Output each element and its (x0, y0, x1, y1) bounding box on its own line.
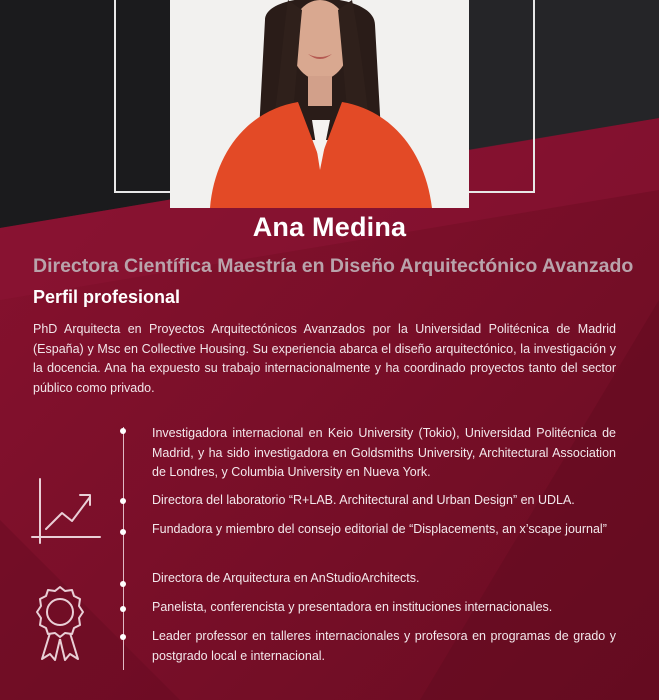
job-title: Directora Científica Maestría en Diseño Arquitectónico Avanzado (33, 255, 634, 277)
list-item: Directora de Arquitectura en AnStudioArchitects. (152, 571, 420, 585)
profile-photo (170, 0, 469, 208)
person-name: Ana Medina (252, 212, 407, 242)
timeline-dot (120, 529, 126, 535)
list-item: Investigadora internacional en Keio University (Tokio), Universidad Politécnica de Madrid, y ha sido investigadora en Goldsmiths University, Architectural Association de Londres, y Columbia University en Nueva York. (152, 426, 616, 479)
profile-summary: PhD Arquitecta en Proyectos Arquitectónicos Avanzados por la Universidad Politécnica de Madrid (España) y Msc en Collective Housing. Su experiencia abarca el diseño arquitectónico, la investigación y la docencia. Ana ha expuesto su trabajo internacionalmente y ha coordinado proyectos tanto del sector público como privado. (33, 322, 616, 395)
timeline-dot (120, 634, 126, 640)
list-item: Fundadora y miembro del consejo editorial de “Displacements, an x’scape journal” (152, 522, 607, 536)
award-ribbon-icon (30, 583, 90, 663)
timeline-dot (120, 581, 126, 587)
portrait-illustration (170, 0, 469, 208)
timeline-dot (120, 428, 126, 434)
list-item: Leader professor en talleres internacionales y profesora en programas de grado y postgrado local e internacional. (152, 629, 616, 663)
section-title: Perfil profesional (33, 287, 181, 307)
list-item: Directora del laboratorio “R+LAB. Architectural and Urban Design” en UDLA. (152, 493, 575, 507)
timeline-dot (120, 498, 126, 504)
timeline-dot (120, 606, 126, 612)
growth-chart-icon (30, 475, 102, 547)
list-item: Panelista, conferencista y presentadora en instituciones internacionales. (152, 600, 553, 614)
